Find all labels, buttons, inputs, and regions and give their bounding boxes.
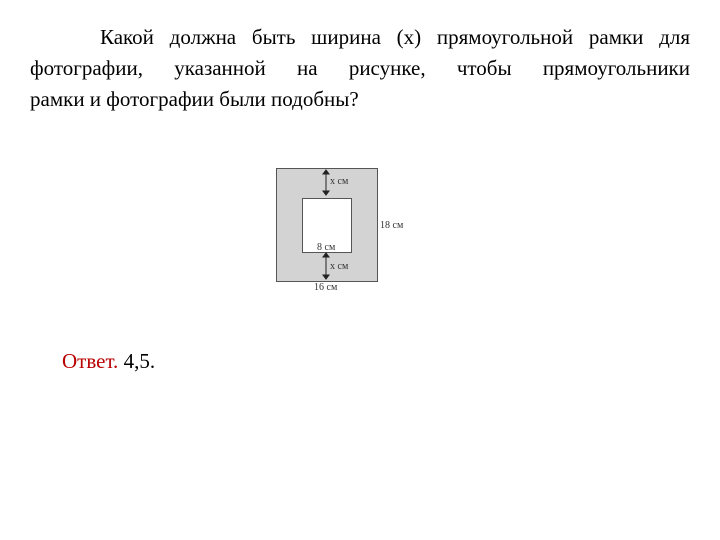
answer-label: Ответ. [62, 349, 119, 373]
problem-line-1: Какой должна быть ширина (x) прямоугольной рамки для [100, 25, 690, 49]
answer-value: 4,5. [123, 349, 156, 373]
photo-width-label: 8 см [317, 242, 336, 253]
frame-width-label: 16 см [314, 282, 338, 293]
bottom-arrow-head-down [323, 275, 329, 279]
problem-line-3: рамки и фотографии были подобны? [30, 87, 359, 111]
answer [62, 349, 155, 373]
top-x-label: x см [330, 176, 349, 187]
problem-line-2: фотографии, указанной на рисунке, чтобы прямоугольники [30, 56, 690, 80]
bottom-arrow-head-up [323, 253, 329, 257]
frame-height-label: 18 см [380, 220, 404, 231]
bottom-x-label: x см [330, 261, 349, 272]
problem-text [30, 22, 690, 115]
top-arrow-head-up [323, 170, 329, 174]
frame-diagram [270, 160, 420, 295]
top-arrow-head-down [323, 191, 329, 195]
